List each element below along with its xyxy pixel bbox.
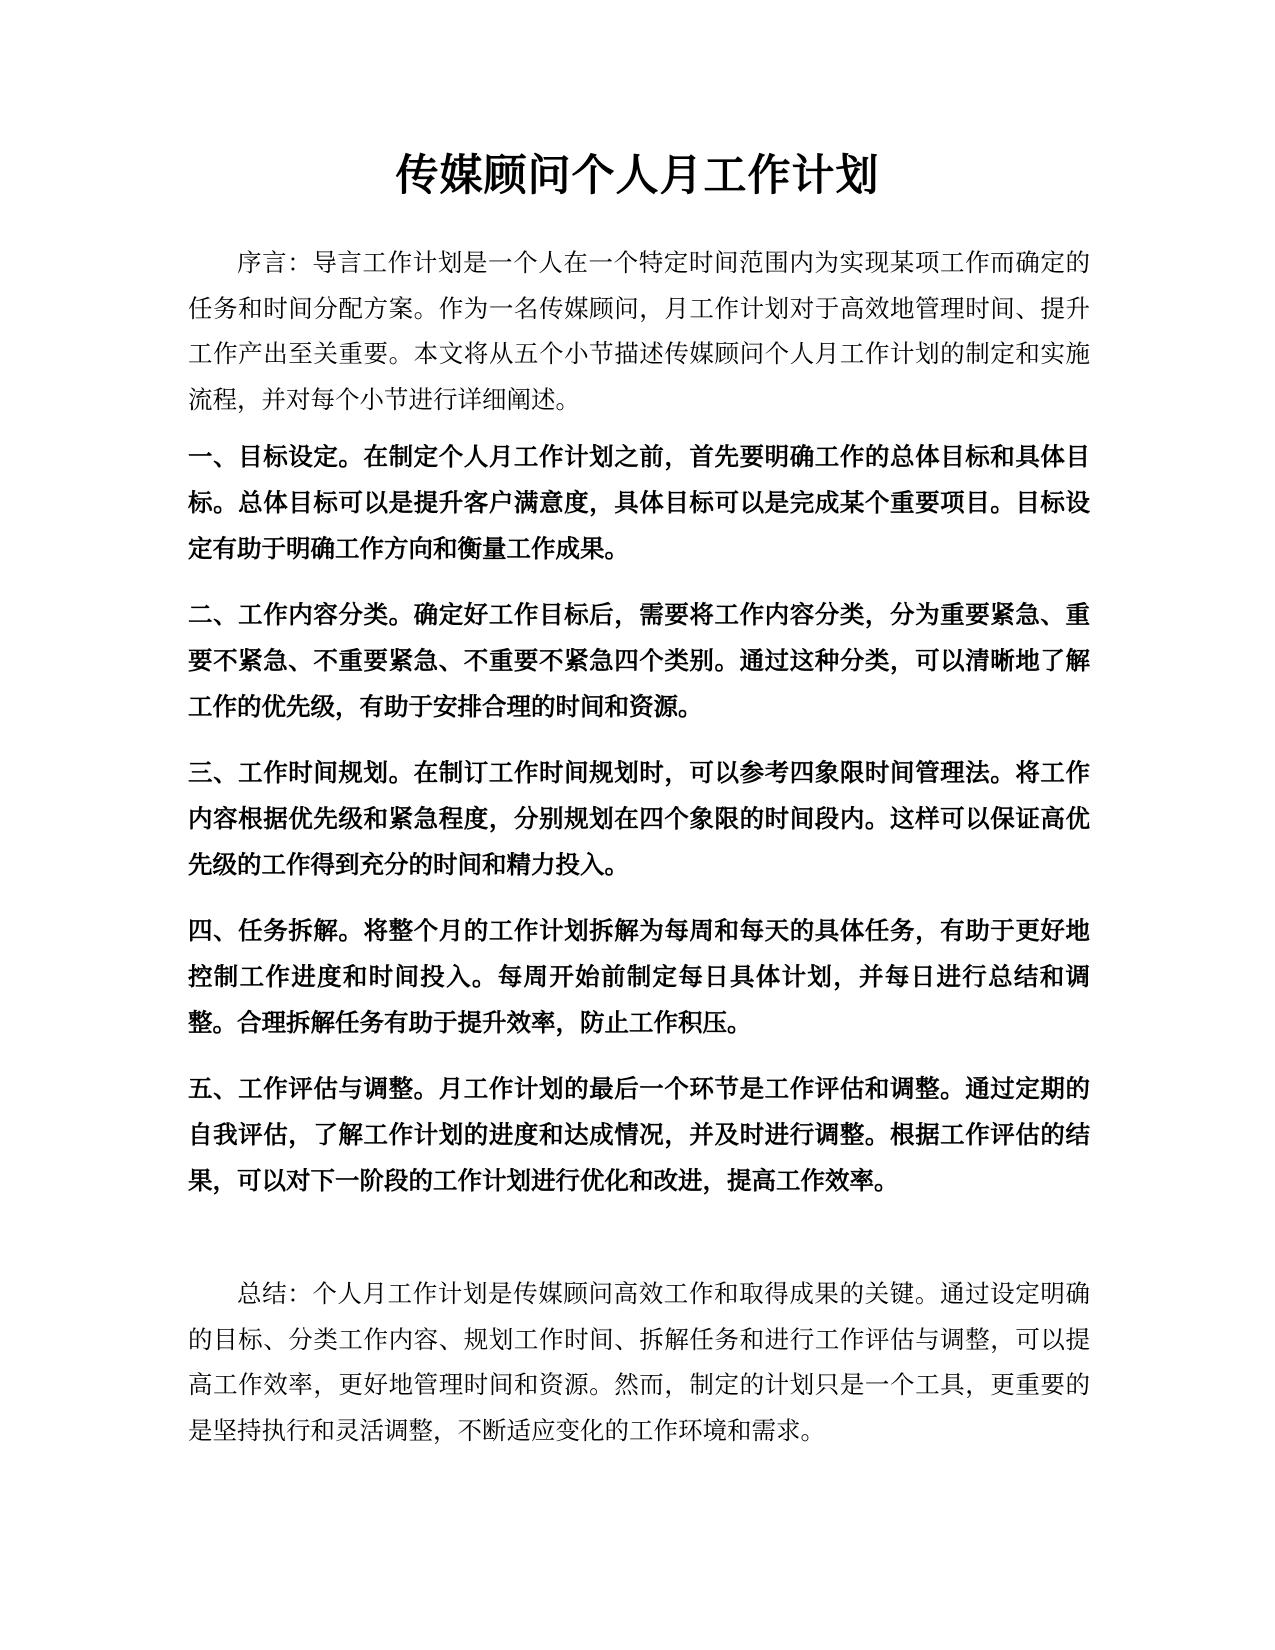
section-3-time-planning: 三、工作时间规划。在制订工作时间规划时，可以参考四象限时间管理法。将工作内容根据优先级和紧急程度，分别规划在四个象限的时间段内。这样可以保证高优先级的工作得到充分的时间和精力投入。 bbox=[188, 758, 1090, 879]
section-4-task-breakdown: 四、任务拆解。将整个月的工作计划拆解为每周和每天的具体任务，有助于更好地控制工作进度和时间投入。每周开始前制定每日具体计划，并每日进行总结和调整。合理拆解任务有助于提升效率，防止工作积压。 bbox=[188, 916, 1090, 1037]
section-5-evaluation-adjustment: 五、工作评估与调整。月工作计划的最后一个环节是工作评估和调整。通过定期的自我评估，了解工作计划的进度和达成情况，并及时进行调整。根据工作评估的结果，可以对下一阶段的工作计划进行优化和改进，提高工作效率。 bbox=[188, 1074, 1090, 1195]
intro-paragraph: 序言：导言工作计划是一个人在一个特定时间范围内为实现某项工作而确定的任务和时间分配方案。作为一名传媒顾问，月工作计划对于高效地管理时间、提升工作产出至关重要。本文将从五个小节描述传媒顾问个人月工作计划的制定和实施流程，并对每个小节进行详细阐述。 bbox=[188, 248, 1090, 414]
section-1-goal-setting: 一、目标设定。在制定个人月工作计划之前，首先要明确工作的总体目标和具体目标。总体目标可以是提升客户满意度，具体目标可以是完成某个重要项目。目标设定有助于明确工作方向和衡量工作成果。 bbox=[188, 442, 1090, 563]
summary-paragraph: 总结：个人月工作计划是传媒顾问高效工作和取得成果的关键。通过设定明确的目标、分类工作内容、规划工作时间、拆解任务和进行工作评估与调整，可以提高工作效率，更好地管理时间和资源。然而，制定的计划只是一个工具，更重要的是坚持执行和灵活调整，不断适应变化的工作环境和需求。 bbox=[188, 1279, 1090, 1445]
section-2-work-classification: 二、工作内容分类。确定好工作目标后，需要将工作内容分类，分为重要紧急、重要不紧急、不重要紧急、不重要不紧急四个类别。通过这种分类，可以清晰地了解工作的优先级，有助于安排合理的时间和资源。 bbox=[188, 600, 1090, 721]
document-title: 传媒顾问个人月工作计划 bbox=[395, 151, 880, 201]
